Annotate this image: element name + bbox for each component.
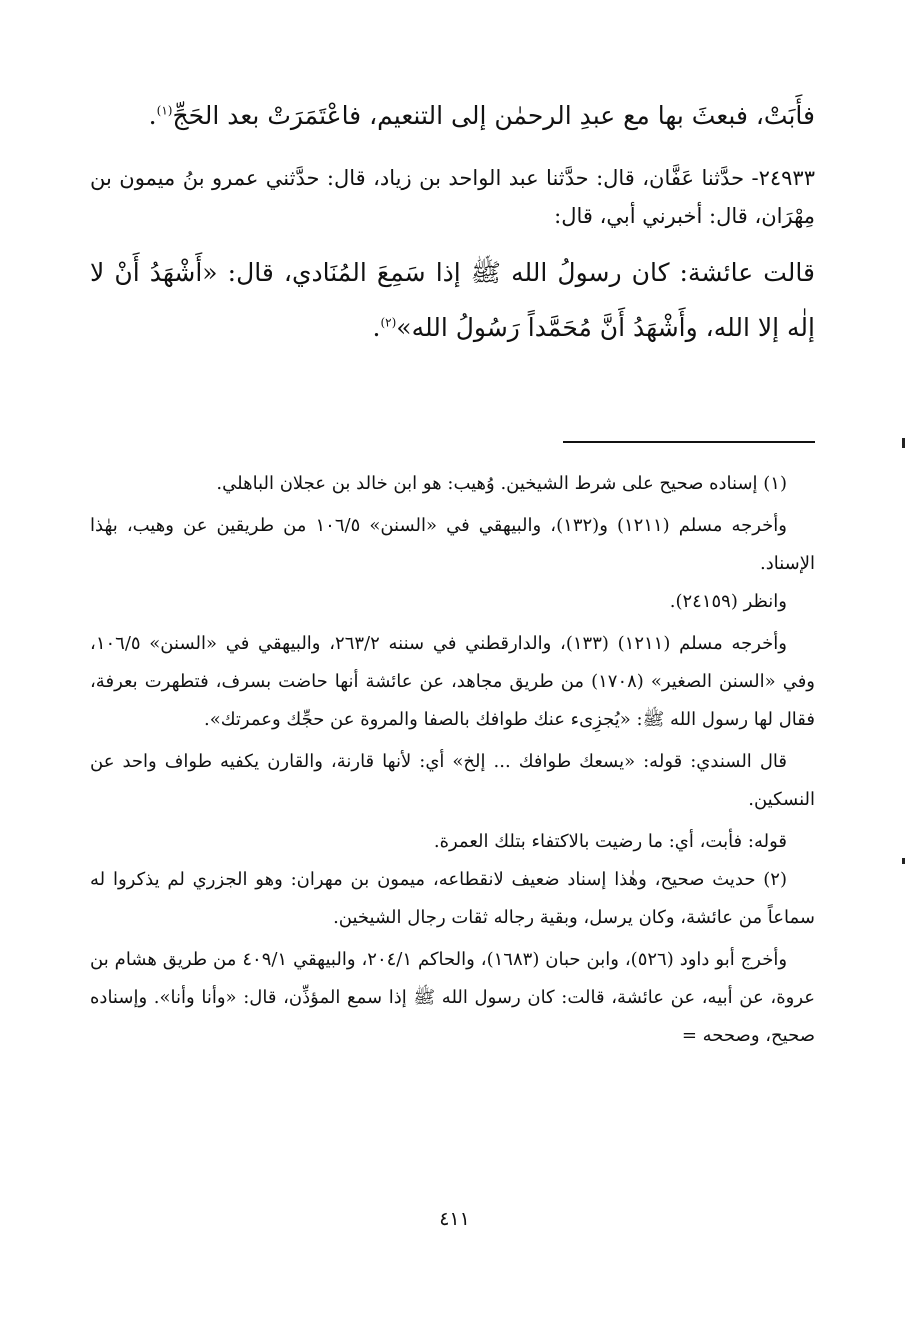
footnote-1-paragraph: وأخرجه مسلم (١٢١١) و(١٣٢)، والبيهقي في «السنن» ١٠٦/٥ من طريقين عن وهيب، بهٰذا الإسناد. xyxy=(90,515,815,574)
hadith-matn-paragraph xyxy=(90,245,815,355)
continuation-text: فأَبَتْ، فبعثَ بها مع عبدِ الرحمٰن إلى التنعيم، فاعْتَمَرَتْ بعد الحَجِّ xyxy=(172,101,815,130)
footnotes xyxy=(90,465,815,1055)
footnote-1: (١) إسناده صحيح على شرط الشيخين. وُهيب: هو ابن خالد بن عجلان الباهلي. xyxy=(216,473,787,494)
hadith-end: . xyxy=(372,313,381,342)
footnote-2-paragraph: وأخرج أبو داود (٥٢٦)، وابن حبان (١٦٨٣)، والحاكم ٢٠٤/١، والبيهقي ٤٠٩/١ من طريق هشام بن عروة، عن أبيه، عن عائشة، قالت: كان رسول الله ﷺ إذا سمع المؤذِّن، قال: «وأنا وأنا». وإسناده صحيح، وصححه = xyxy=(90,949,815,1046)
footnote-1-paragraph: قال السندي: قوله: «يسعك طوافك ... إلخ» أي: لأنها قارنة، والقارن يكفيه طواف واحد عن النسكين. xyxy=(90,751,815,810)
main-text xyxy=(90,88,815,355)
footnote-ref-2: (٢) xyxy=(380,315,397,330)
footnote-separator xyxy=(563,441,815,443)
page-number: ٤١١ xyxy=(439,1208,470,1230)
continuation-end: . xyxy=(148,101,157,130)
margin-mark xyxy=(902,858,905,864)
footnote-2: (٢) حديث صحيح، وهٰذا إسناد ضعيف لانقطاعه، ميمون بن مهران: وهو الجزري لم يذكروا له سماعاً من عائشة، وكان يرسل، وبقية رجاله ثقات رجال الشيخين. xyxy=(90,869,815,928)
margin-mark xyxy=(902,438,905,448)
footnote-1-paragraph: وانظر (٢٤١٥٩). xyxy=(669,591,787,612)
continuation-paragraph xyxy=(90,88,815,143)
footnote-1-paragraph: وأخرجه مسلم (١٢١١) (١٣٣)، والدارقطني في سننه ٢٦٣/٢، والبيهقي في «السنن» ١٠٦/٥، وفي «السنن الصغير» (١٧٠٨) من طريق مجاهد، عن عائشة أنها حاضت بسرف، فتطهرت بعرفة، فقال لها رسول الله ﷺ: «يُجزِىء عنك طوافك بالصفا والمروة عن حجِّك وعمرتك». xyxy=(90,633,815,730)
hadith-isnad: ٢٤٩٣٣- حدَّثنا عَفَّان، قال: حدَّثنا عبد الواحد بن زياد، قال: حدَّثني عمرو بنُ ميمون بن مِهْرَان، قال: أخبرني أبي، قال: xyxy=(90,166,815,228)
footnote-1-paragraph: قوله: فأبت، أي: ما رضيت بالاكتفاء بتلك العمرة. xyxy=(433,831,787,852)
hadith-matn: قالت عائشة: كان رسولُ الله ﷺ إذا سَمِعَ المُنَادي، قال: «أَشْهَدُ أَنْ لا إلٰه إلا الله، وأَشْهَدُ أَنَّ مُحَمَّداً رَسُولُ الله» xyxy=(90,258,815,342)
footnote-ref-1: (١) xyxy=(156,103,173,118)
